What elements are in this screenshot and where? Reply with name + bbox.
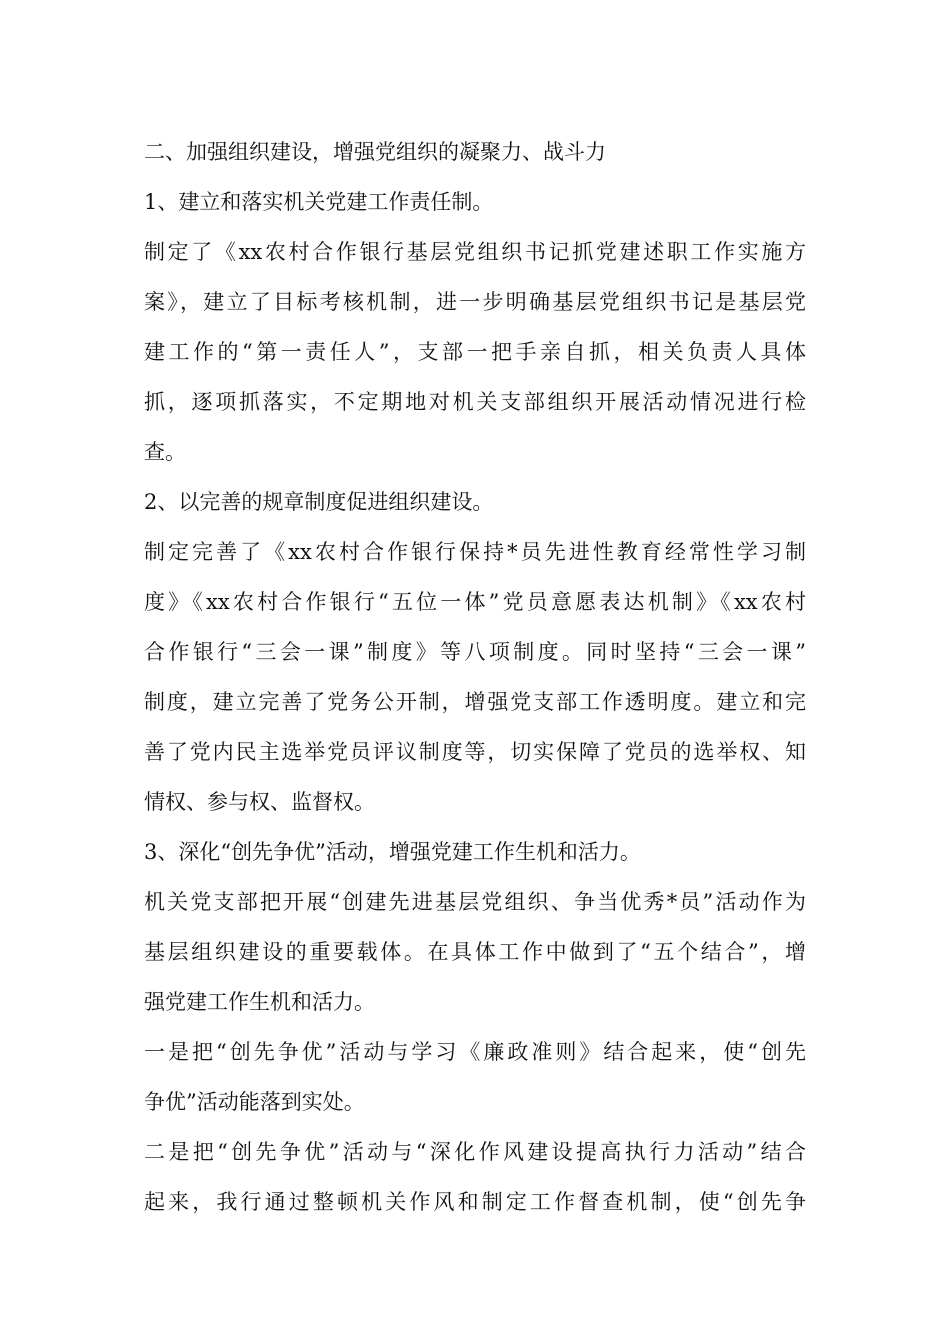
paragraph-line: 机关党支部把开展“创建先进基层党组织、争当优秀*员”活动作为 [144,890,806,914]
paragraph-line: 争优”活动能落到实处。 [144,1090,365,1114]
paragraph-line: 一是把“创先争优”活动与学习《廉政准则》结合起来，使“创先 [144,1040,806,1064]
subheading-2: 2、以完善的规章制度促进组织建设。 [144,490,494,514]
paragraph-line: 强党建工作生机和活力。 [144,990,375,1014]
paragraph-line: 度》《xx农村合作银行“五位一体”党员意愿表达机制》《xx农村 [144,590,806,614]
paragraph-line: 起来，我行通过整顿机关作风和制定工作督查机制，使“创先争 [144,1190,806,1214]
paragraph-line: 二是把“创先争优”活动与“深化作风建设提高执行力活动”结合 [144,1140,806,1164]
paragraph-line: 善了党内民主选举党员评议制度等，切实保障了党员的选举权、知 [144,740,806,764]
paragraph-line: 制度，建立完善了党务公开制，增强党支部工作透明度。建立和完 [144,690,806,714]
paragraph-line: 制定了《xx农村合作银行基层党组织书记抓党建述职工作实施方 [144,240,806,264]
paragraph-line: 查。 [144,440,186,464]
document-body [144,127,806,1227]
paragraph-line: 制定完善了《xx农村合作银行保持*员先进性教育经常性学习制 [144,540,806,564]
paragraph-line: 抓，逐项抓落实，不定期地对机关支部组织开展活动情况进行检 [144,390,806,414]
paragraph-line: 基层组织建设的重要载体。在具体工作中做到了“五个结合”，增 [144,940,806,964]
subheading-3: 3、深化“创先争优”活动，增强党建工作生机和活力。 [144,840,641,864]
paragraph-line: 建工作的“第一责任人”，支部一把手亲自抓，相关负责人具体 [144,340,806,364]
subheading-1: 1、建立和落实机关党建工作责任制。 [144,190,494,214]
paragraph-line: 案》，建立了目标考核机制，进一步明确基层党组织书记是基层党 [144,290,806,314]
paragraph-line: 合作银行“三会一课”制度》等八项制度。同时坚持“三会一课” [144,640,806,664]
section-heading: 二、加强组织建设，增强党组织的凝聚力、战斗力 [144,140,606,164]
paragraph-line: 情权、参与权、监督权。 [144,790,375,814]
